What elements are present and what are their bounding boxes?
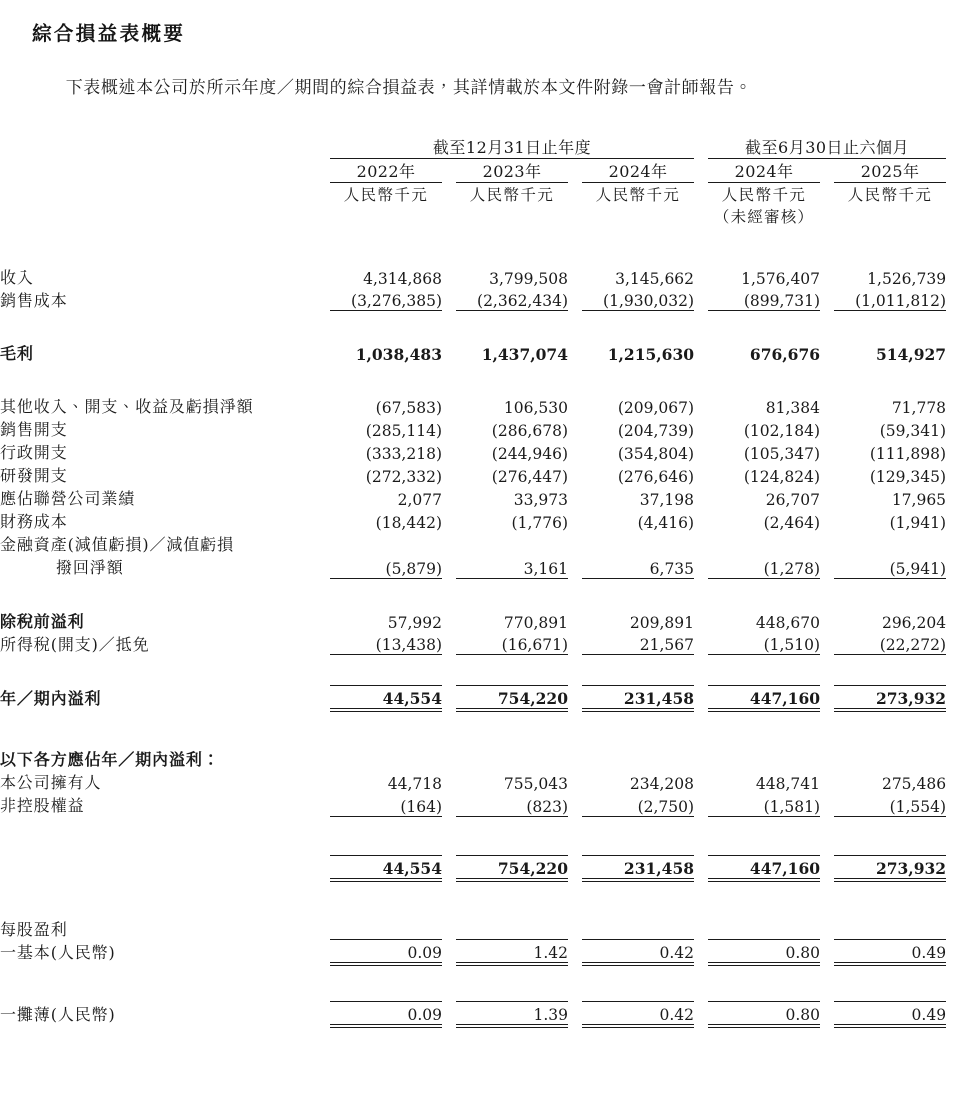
- row-label: 行政開支: [0, 443, 68, 463]
- row-value: (333,218): [365, 445, 442, 464]
- row-label: 應佔聯營公司業績: [0, 489, 136, 509]
- row-value: 0.42: [582, 1002, 694, 1025]
- col-header-2024: 2024年: [582, 158, 694, 182]
- row-value: (4,416): [637, 514, 695, 533]
- row-value: (5,941): [834, 555, 946, 578]
- row-value: (16,671): [456, 632, 568, 655]
- row-value: (22,272): [834, 632, 946, 655]
- row-value: 0.49: [834, 1002, 946, 1025]
- row-value: 447,160: [708, 686, 820, 709]
- row-value: (5,879): [330, 555, 442, 578]
- row-value: (129,345): [869, 468, 947, 487]
- row-value: 209,891: [629, 613, 695, 632]
- row-value: 2,077: [397, 491, 442, 510]
- row-value: (13,438): [330, 632, 442, 655]
- table-year-header-row: [0, 158, 960, 182]
- row-label: 本公司擁有人: [0, 773, 102, 793]
- row-value: (1,930,032): [582, 288, 694, 311]
- spacer: [0, 311, 960, 342]
- row-value: (204,739): [617, 422, 695, 441]
- spacer: [0, 963, 960, 1002]
- row-value: (1,581): [708, 793, 820, 816]
- spacer: [0, 227, 960, 265]
- table-row: [0, 555, 960, 578]
- row-value: (354,804): [617, 445, 695, 464]
- row-value: 3,161: [456, 555, 568, 578]
- row-label: 所得稅(開支)／抵免: [0, 634, 150, 654]
- table-row-total: [0, 686, 960, 709]
- row-value: 448,670: [755, 613, 821, 632]
- table-row: [0, 486, 960, 509]
- row-value: 755,043: [503, 775, 568, 794]
- row-value: 0.49: [834, 940, 946, 963]
- row-value: (1,776): [511, 514, 568, 533]
- table-group-header-row: [0, 135, 960, 159]
- row-value: 0.80: [708, 1002, 820, 1025]
- unaudited-note: （未經審核）: [713, 207, 815, 226]
- row-value: 3,145,662: [615, 269, 695, 288]
- spacer: [0, 364, 960, 394]
- col-header-2022: 2022年: [330, 158, 442, 182]
- row-value: [834, 532, 946, 555]
- unit-header-2023: 人民幣千元: [469, 185, 555, 204]
- row-label: [0, 855, 330, 878]
- row-value: (111,898): [869, 445, 947, 464]
- row-value: 81,384: [765, 399, 821, 418]
- intro-paragraph: 下表概述本公司於所示年度／期間的綜合損益表，其詳情載於本文件附錄一會計師報告。: [65, 78, 753, 99]
- row-label: 毛利: [0, 344, 34, 364]
- row-label: 銷售成本: [0, 290, 68, 310]
- row-value: 273,932: [834, 855, 946, 878]
- row-label: 收入: [0, 267, 34, 287]
- row-value: 106,530: [503, 399, 568, 418]
- row-value: (899,731): [708, 288, 820, 311]
- table-row: [0, 463, 960, 486]
- table-row: [0, 770, 960, 793]
- row-value: [330, 532, 442, 555]
- row-value: (1,278): [708, 555, 820, 578]
- spacer: [0, 816, 960, 855]
- row-value: (823): [456, 793, 568, 816]
- row-value: 296,204: [881, 613, 947, 632]
- row-value: 44,718: [387, 775, 442, 794]
- row-value: 21,567: [582, 632, 694, 655]
- row-value: 676,676: [749, 345, 821, 365]
- row-value: (1,510): [708, 632, 820, 655]
- unit-header-2025-interim: 人民幣千元: [847, 185, 933, 204]
- row-value: 448,741: [755, 775, 821, 794]
- row-value: (285,114): [365, 422, 442, 441]
- group-header-annual: 截至12月31日止年度: [330, 135, 694, 159]
- row-value: (1,941): [889, 514, 947, 533]
- col-header-2025-interim: 2025年: [834, 158, 946, 182]
- row-value: 44,554: [330, 686, 442, 709]
- row-value: (18,442): [375, 514, 442, 533]
- row-value: 754,220: [456, 855, 568, 878]
- row-value: 0.09: [330, 1002, 442, 1025]
- row-value: 33,973: [513, 491, 568, 510]
- table-section-header-row: [0, 917, 960, 940]
- row-value: 1,526,739: [867, 269, 947, 288]
- row-value: 57,992: [387, 613, 442, 632]
- spacer: [0, 655, 960, 686]
- table-row-eps-diluted: [0, 1002, 960, 1025]
- row-label: 一基本(人民幣): [0, 942, 116, 962]
- table-row-eps-basic: [0, 940, 960, 963]
- spacer: [0, 578, 960, 609]
- row-value: 1,215,630: [607, 345, 695, 365]
- table-row-subtotal: [0, 341, 960, 364]
- row-value: 1,576,407: [741, 269, 821, 288]
- row-value: (1,011,812): [834, 288, 946, 311]
- row-value: 447,160: [708, 855, 820, 878]
- row-value: (59,341): [879, 422, 947, 441]
- row-value: 4,314,868: [363, 269, 442, 288]
- row-value: (1,554): [834, 793, 946, 816]
- row-label: 研發開支: [0, 466, 68, 486]
- row-value: 3,799,508: [489, 269, 568, 288]
- row-label: 撥回淨額: [56, 558, 124, 578]
- row-value: (2,750): [582, 793, 694, 816]
- unit-header-2024-interim: 人民幣千元: [721, 185, 807, 204]
- row-value: (276,447): [491, 468, 568, 487]
- table-row: [0, 417, 960, 440]
- row-value: 0.09: [330, 940, 442, 963]
- table-row: [0, 632, 960, 655]
- row-value: (3,276,385): [330, 288, 442, 311]
- row-value: 0.80: [708, 940, 820, 963]
- row-value: 231,458: [582, 686, 694, 709]
- row-value: 1.42: [456, 940, 568, 963]
- row-label: 財務成本: [0, 512, 68, 532]
- table-row: [0, 265, 960, 288]
- table-row: [0, 288, 960, 311]
- page-title: 綜合損益表概要: [32, 22, 186, 45]
- row-value: (124,824): [743, 468, 821, 487]
- row-value: [708, 532, 820, 555]
- row-value: 71,778: [891, 399, 947, 418]
- row-value: [456, 532, 568, 555]
- row-value: (244,946): [491, 445, 568, 464]
- table-unit-header-row: [0, 182, 960, 205]
- row-label: 其他收入、開支、收益及虧損淨額: [0, 397, 254, 417]
- row-value: 754,220: [456, 686, 568, 709]
- row-value: 26,707: [765, 491, 821, 510]
- spacer: [0, 878, 960, 917]
- row-value: (2,362,434): [456, 288, 568, 311]
- row-label: 年／期內溢利: [0, 688, 102, 708]
- row-value: 1.39: [456, 1002, 568, 1025]
- row-value: (105,347): [743, 445, 821, 464]
- row-value: 44,554: [330, 855, 442, 878]
- income-statement-table: [0, 135, 960, 1046]
- row-label: 每股盈利: [0, 919, 68, 939]
- row-value: 273,932: [834, 686, 946, 709]
- table-row-label-continued: [0, 532, 960, 555]
- row-value: (164): [330, 793, 442, 816]
- row-value: 770,891: [503, 613, 568, 632]
- table-row-subtotal: [0, 609, 960, 632]
- row-value: 6,735: [582, 555, 694, 578]
- col-header-2024-interim: 2024年: [708, 158, 820, 182]
- table-row: [0, 440, 960, 463]
- row-label: 一攤薄(人民幣): [0, 1004, 116, 1024]
- row-value: (67,583): [375, 399, 442, 418]
- row-label: 以下各方應佔年／期內溢利：: [0, 750, 220, 770]
- row-value: 514,927: [875, 345, 947, 365]
- spacer: [0, 709, 960, 748]
- unit-header-2022: 人民幣千元: [343, 185, 429, 204]
- table-row: [0, 793, 960, 816]
- row-value: (2,464): [763, 514, 821, 533]
- table-row-total: [0, 855, 960, 878]
- table-section-header-row: [0, 747, 960, 770]
- row-value: 17,965: [891, 491, 947, 510]
- table-row: [0, 509, 960, 532]
- row-label: 除稅前溢利: [0, 611, 85, 631]
- row-value: 234,208: [629, 775, 695, 794]
- unit-header-2024: 人民幣千元: [595, 185, 681, 204]
- row-label: 銷售開支: [0, 420, 68, 440]
- row-value: (276,646): [617, 468, 695, 487]
- row-value: (272,332): [365, 468, 442, 487]
- row-value: 37,198: [639, 491, 695, 510]
- row-value: 1,038,483: [355, 345, 442, 365]
- row-value: (286,678): [491, 422, 568, 441]
- row-value: 231,458: [582, 855, 694, 878]
- row-label: 非控股權益: [0, 796, 85, 816]
- row-label: 金融資產(減值虧損)／減值虧損: [0, 535, 234, 555]
- group-header-interim: 截至6月30日止六個月: [708, 135, 946, 159]
- row-value: (102,184): [743, 422, 821, 441]
- row-value: 1,437,074: [481, 345, 568, 365]
- row-value: 0.42: [582, 940, 694, 963]
- table-row: [0, 394, 960, 417]
- row-value: (209,067): [617, 399, 695, 418]
- col-header-2023: 2023年: [456, 158, 568, 182]
- row-value: 275,486: [881, 775, 947, 794]
- row-value: [582, 532, 694, 555]
- table-unit-subnote-row: [0, 205, 960, 227]
